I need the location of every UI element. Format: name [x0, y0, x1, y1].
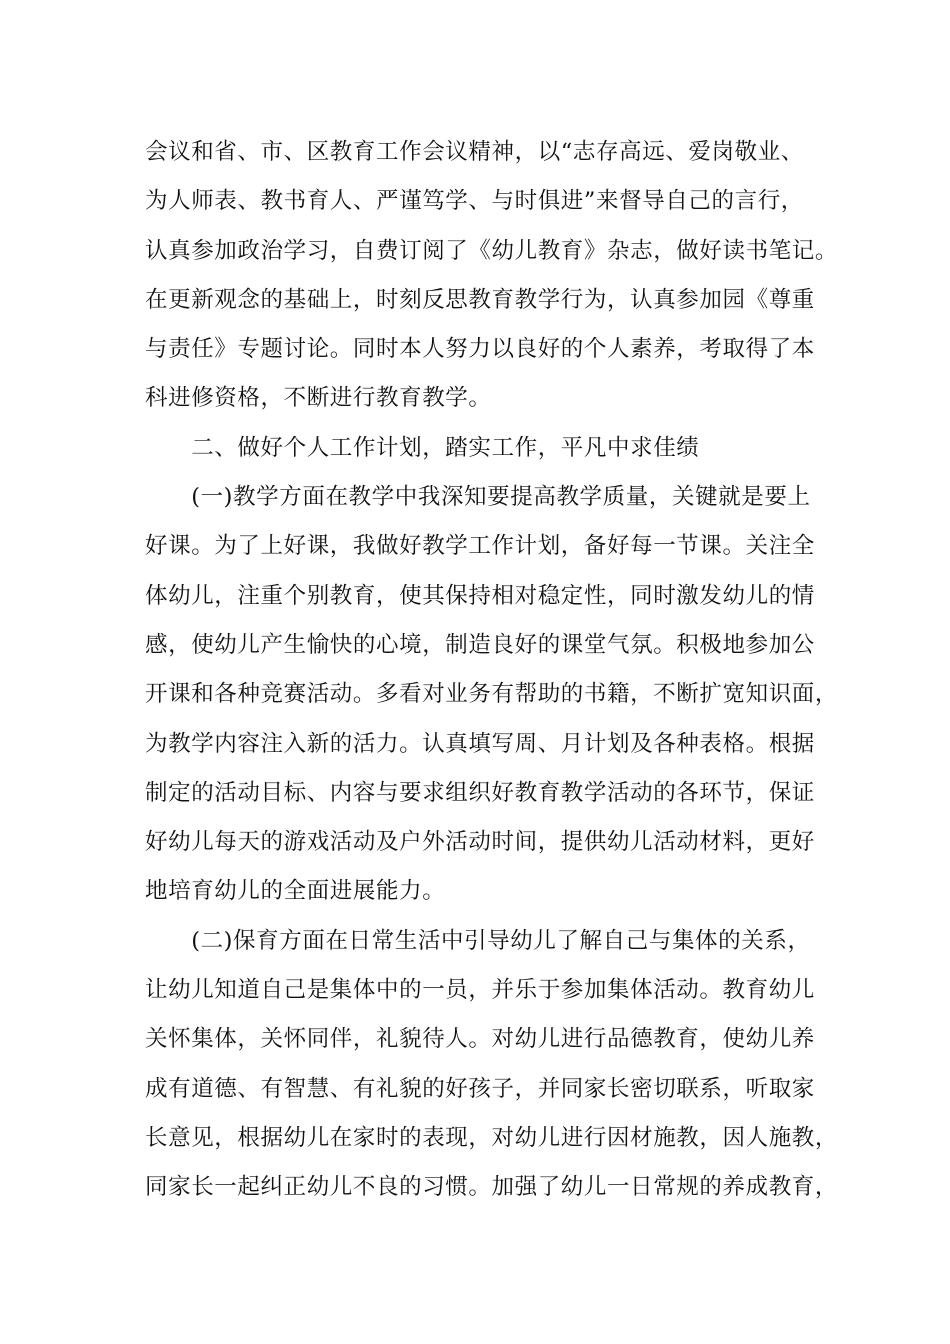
text-line: 好课。为了上好课，我做好教学工作计划，备好每一节课。关注全 — [145, 533, 815, 560]
text-line: 体幼儿，注重个别教育，使其保持相对稳定性，同时激发幼儿的情 — [145, 582, 815, 609]
text-line: 认真参加政治学习，自费订阅了《幼儿教育》杂志，做好读书笔记。 — [145, 237, 839, 264]
body-text — [145, 128, 845, 1213]
text-line: 科进修资格，不断进行教育教学。 — [145, 385, 492, 412]
text-line: 感，使幼儿产生愉快的心境，制造良好的课堂气氛。积极地参加公 — [145, 631, 815, 658]
text-line: 好幼儿每天的游戏活动及户外活动时间，提供幼儿活动材料，更好 — [145, 829, 815, 856]
text-line: (一)教学方面在教学中我深知要提高教学质量，关键就是要上 — [145, 484, 811, 511]
text-line: 成有道德、有智慧、有礼貌的好孩子，并同家长密切联系，听取家 — [145, 1075, 815, 1102]
text-line: 与责任》专题讨论。同时本人努力以良好的个人素养，考取得了本 — [145, 336, 815, 363]
text-line: 关怀集体，关怀同伴，礼貌待人。对幼儿进行品德教育，使幼儿养 — [145, 1026, 815, 1053]
text-line: 在更新观念的基础上，时刻反思教育教学行为，认真参加园《尊重 — [145, 286, 815, 313]
section-heading: 二、做好个人工作计划，踏实工作，平凡中求佳绩 — [145, 434, 700, 461]
text-line: 制定的活动目标、内容与要求组织好教育教学活动的各环节，保证 — [145, 779, 815, 806]
text-line: 为教学内容注入新的活力。认真填写周、月计划及各种表格。根据 — [145, 730, 815, 757]
text-line: (二)保育方面在日常生活中引导幼儿了解自己与集体的关系， — [145, 927, 811, 954]
text-line: 长意见，根据幼儿在家时的表现，对幼儿进行因材施教，因人施教， — [145, 1124, 839, 1151]
text-line: 地培育幼儿的全面进展能力。 — [145, 878, 446, 905]
text-line: 会议和省、市、区教育工作会议精神，以“志存高远、爱岗敬业、 — [145, 139, 804, 165]
text-line: 让幼儿知道自己是集体中的一员，并乐于参加集体活动。教育幼儿 — [145, 977, 815, 1004]
text-line: 开课和各种竞赛活动。多看对业务有帮助的书籍，不断扩宽知识面， — [145, 681, 839, 708]
text-line: 同家长一起纠正幼儿不良的习惯。加强了幼儿一日常规的养成教育， — [145, 1174, 839, 1201]
text-line: 为人师表、教书育人、严谨笃学、与时俱进”来督导自己的言行， — [145, 188, 804, 215]
